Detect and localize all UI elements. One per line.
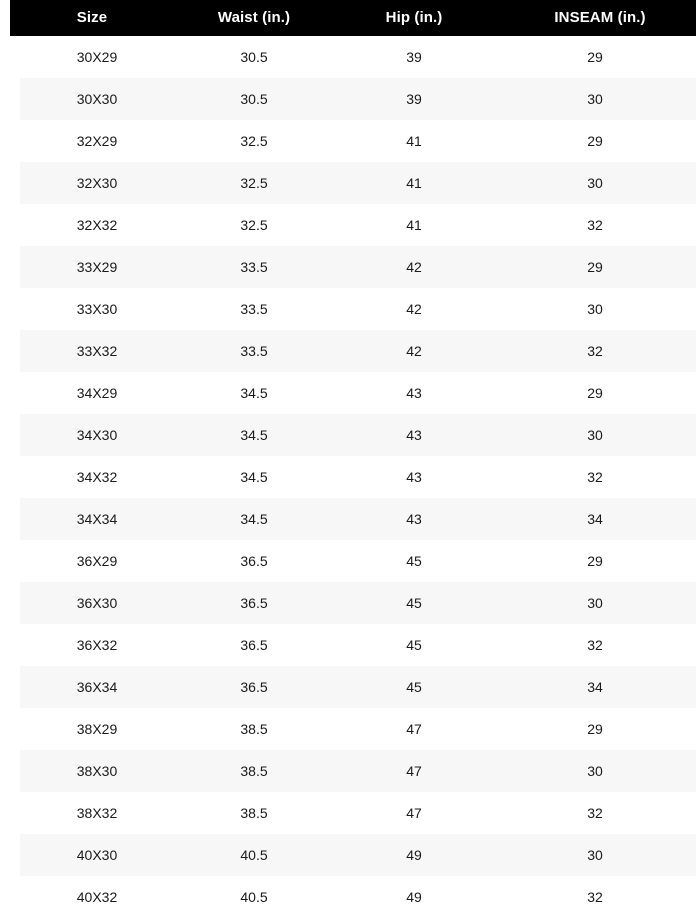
cell-hip: 43 xyxy=(334,456,494,498)
cell-hip: 42 xyxy=(334,330,494,372)
cell-inseam: 32 xyxy=(494,456,696,498)
table-row xyxy=(10,372,696,414)
cell-waist: 38.5 xyxy=(174,708,334,750)
table-body xyxy=(10,36,696,918)
table-row xyxy=(10,540,696,582)
table-row xyxy=(10,624,696,666)
cell-size: 38X32 xyxy=(10,792,174,834)
table-row xyxy=(10,876,696,918)
table-header-row xyxy=(10,0,696,36)
cell-waist: 36.5 xyxy=(174,582,334,624)
cell-waist: 33.5 xyxy=(174,246,334,288)
table-row xyxy=(10,792,696,834)
table-row xyxy=(10,834,696,876)
table-row xyxy=(10,78,696,120)
cell-size: 40X30 xyxy=(10,834,174,876)
cell-size: 34X30 xyxy=(10,414,174,456)
cell-hip: 43 xyxy=(334,414,494,456)
cell-size: 38X30 xyxy=(10,750,174,792)
cell-inseam: 32 xyxy=(494,204,696,246)
cell-inseam: 29 xyxy=(494,372,696,414)
cell-size: 36X29 xyxy=(10,540,174,582)
table-row xyxy=(10,456,696,498)
cell-hip: 49 xyxy=(334,876,494,918)
cell-hip: 45 xyxy=(334,666,494,708)
cell-size: 40X32 xyxy=(10,876,174,918)
cell-inseam: 29 xyxy=(494,36,696,78)
cell-hip: 45 xyxy=(334,540,494,582)
cell-hip: 43 xyxy=(334,498,494,540)
cell-hip: 43 xyxy=(334,372,494,414)
cell-waist: 30.5 xyxy=(174,78,334,120)
cell-size: 34X29 xyxy=(10,372,174,414)
table-row xyxy=(10,288,696,330)
cell-inseam: 30 xyxy=(494,414,696,456)
table-row xyxy=(10,36,696,78)
cell-size: 30X30 xyxy=(10,78,174,120)
cell-waist: 34.5 xyxy=(174,372,334,414)
cell-waist: 32.5 xyxy=(174,162,334,204)
cell-size: 32X30 xyxy=(10,162,174,204)
cell-hip: 42 xyxy=(334,246,494,288)
table-row xyxy=(10,330,696,372)
table-row xyxy=(10,414,696,456)
cell-inseam: 30 xyxy=(494,582,696,624)
cell-inseam: 30 xyxy=(494,288,696,330)
cell-hip: 49 xyxy=(334,834,494,876)
cell-waist: 33.5 xyxy=(174,330,334,372)
cell-hip: 41 xyxy=(334,204,494,246)
cell-hip: 45 xyxy=(334,582,494,624)
column-header-hip: Hip (in.) xyxy=(334,0,494,36)
cell-inseam: 34 xyxy=(494,666,696,708)
table-row xyxy=(10,666,696,708)
cell-waist: 38.5 xyxy=(174,750,334,792)
cell-size: 32X32 xyxy=(10,204,174,246)
cell-size: 30X29 xyxy=(10,36,174,78)
cell-waist: 34.5 xyxy=(174,414,334,456)
cell-waist: 36.5 xyxy=(174,666,334,708)
table-row xyxy=(10,204,696,246)
cell-waist: 34.5 xyxy=(174,498,334,540)
cell-waist: 32.5 xyxy=(174,120,334,162)
cell-waist: 32.5 xyxy=(174,204,334,246)
table-row xyxy=(10,498,696,540)
cell-size: 36X34 xyxy=(10,666,174,708)
cell-waist: 40.5 xyxy=(174,876,334,918)
cell-inseam: 30 xyxy=(494,834,696,876)
column-header-waist: Waist (in.) xyxy=(174,0,334,36)
cell-size: 36X32 xyxy=(10,624,174,666)
cell-inseam: 29 xyxy=(494,120,696,162)
cell-waist: 40.5 xyxy=(174,834,334,876)
cell-size: 32X29 xyxy=(10,120,174,162)
cell-inseam: 29 xyxy=(494,246,696,288)
cell-waist: 36.5 xyxy=(174,624,334,666)
cell-waist: 38.5 xyxy=(174,792,334,834)
cell-hip: 39 xyxy=(334,36,494,78)
column-header-size: Size xyxy=(10,0,174,36)
cell-hip: 45 xyxy=(334,624,494,666)
cell-inseam: 32 xyxy=(494,330,696,372)
cell-hip: 47 xyxy=(334,750,494,792)
table-row xyxy=(10,750,696,792)
cell-size: 34X32 xyxy=(10,456,174,498)
cell-inseam: 32 xyxy=(494,624,696,666)
cell-inseam: 29 xyxy=(494,708,696,750)
cell-size: 36X30 xyxy=(10,582,174,624)
cell-waist: 30.5 xyxy=(174,36,334,78)
table-row xyxy=(10,246,696,288)
table-row xyxy=(10,162,696,204)
cell-size: 34X34 xyxy=(10,498,174,540)
cell-inseam: 29 xyxy=(494,540,696,582)
cell-hip: 41 xyxy=(334,162,494,204)
cell-hip: 41 xyxy=(334,120,494,162)
cell-hip: 39 xyxy=(334,78,494,120)
cell-inseam: 30 xyxy=(494,750,696,792)
cell-size: 33X30 xyxy=(10,288,174,330)
table-row xyxy=(10,708,696,750)
table-row xyxy=(10,582,696,624)
cell-inseam: 30 xyxy=(494,78,696,120)
cell-waist: 34.5 xyxy=(174,456,334,498)
column-header-inseam: INSEAM (in.) xyxy=(494,0,696,36)
table-header xyxy=(10,0,696,36)
cell-waist: 33.5 xyxy=(174,288,334,330)
cell-inseam: 32 xyxy=(494,792,696,834)
cell-inseam: 34 xyxy=(494,498,696,540)
table-row xyxy=(10,120,696,162)
cell-size: 33X29 xyxy=(10,246,174,288)
cell-inseam: 30 xyxy=(494,162,696,204)
cell-size: 38X29 xyxy=(10,708,174,750)
cell-hip: 42 xyxy=(334,288,494,330)
cell-size: 33X32 xyxy=(10,330,174,372)
cell-inseam: 32 xyxy=(494,876,696,918)
cell-waist: 36.5 xyxy=(174,540,334,582)
cell-hip: 47 xyxy=(334,792,494,834)
cell-hip: 47 xyxy=(334,708,494,750)
